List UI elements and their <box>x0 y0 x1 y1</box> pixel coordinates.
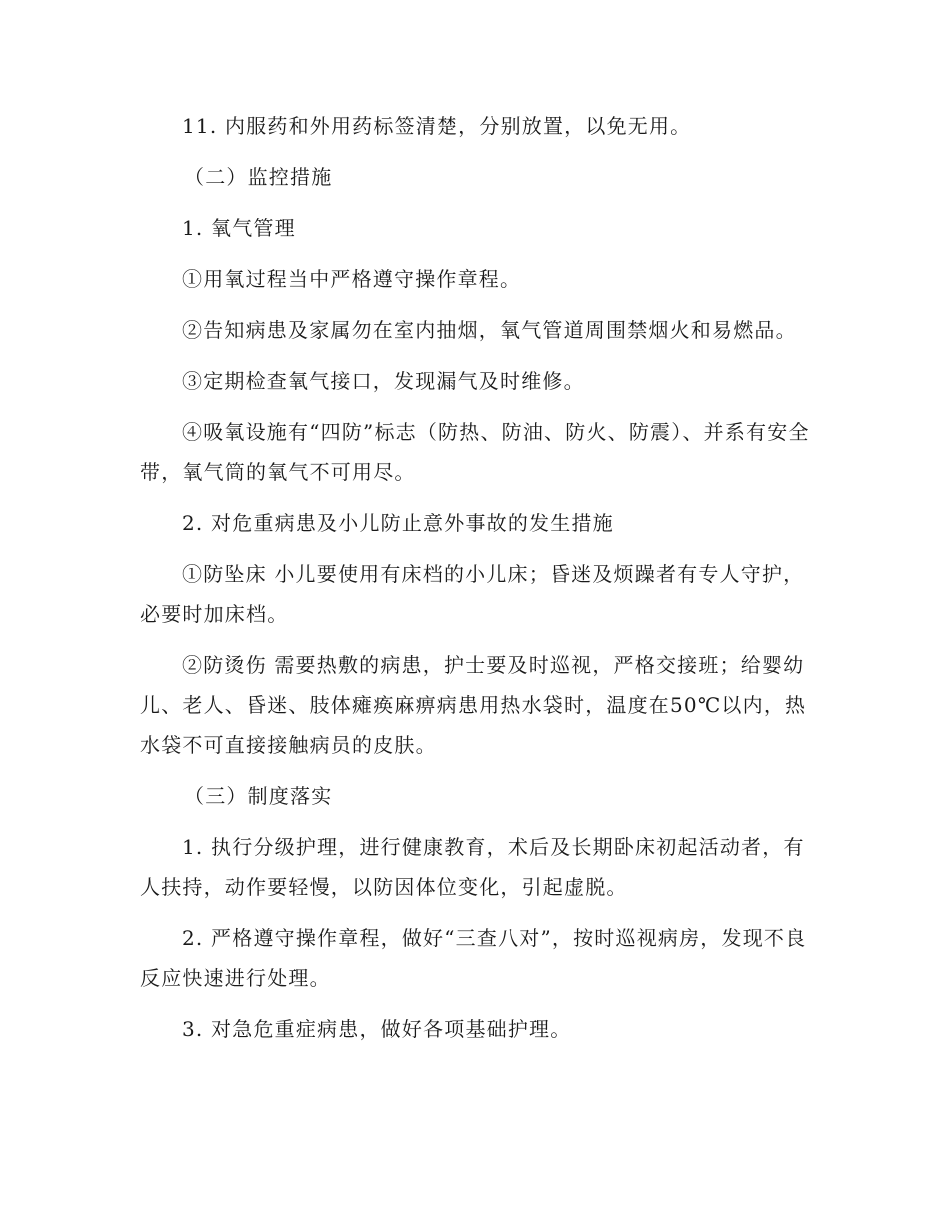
subheading-accident-prevention: 2. 对危重病患及小儿防止意外事故的发生措施 <box>182 511 614 535</box>
list-item-system-2: 2. 严格遵守操作章程，做好“三查八对”，按时巡视病房，发现不良反应快速进行处理。 <box>140 926 807 990</box>
document-body <box>140 106 812 1060</box>
list-item-oxygen-1: ①用氧过程当中严格遵守操作章程。 <box>182 267 522 291</box>
list-item-oxygen-3: ③定期检查氧气接口，发现漏气及时维修。 <box>182 369 585 393</box>
list-item-system-3: 3. 对急危重症病患，做好各项基础护理。 <box>182 1017 572 1041</box>
list-item-system-1: 1. 执行分级护理，进行健康教育，术后及长期卧床初起活动者，有人扶持，动作要轻慢，以防因体位变化，引起虚脱。 <box>140 835 805 899</box>
list-item-oxygen-4: ④吸氧设施有“四防”标志（防热、防油、防火、防震）、并系有安全带，氧气筒的氧气不可用尽。 <box>140 420 810 484</box>
section-heading-monitoring: （二）监控措施 <box>184 165 333 189</box>
list-item-oxygen-2: ②告知病患及家属勿在室内抽烟，氧气管道周围禁烟火和易燃品。 <box>182 318 797 342</box>
list-item-fall-prevention: ①防坠床 小儿要使用有床档的小儿床；昏迷及烦躁者有专人守护，必要时加床档。 <box>140 562 805 626</box>
paragraph-item-11: 11. 内服药和外用药标签清楚，分别放置，以免无用。 <box>182 114 692 138</box>
section-heading-system: （三）制度落实 <box>184 784 333 808</box>
subheading-oxygen-management: 1. 氧气管理 <box>182 216 296 240</box>
list-item-burn-prevention: ②防烫伤 需要热敷的病患，护士要及时巡视，严格交接班；给婴幼儿、老人、昏迷、肢体瘫痪麻痹病患用热水袋时，温度在50℃以内，热水袋不可直接接触病员的皮肤。 <box>140 653 807 757</box>
